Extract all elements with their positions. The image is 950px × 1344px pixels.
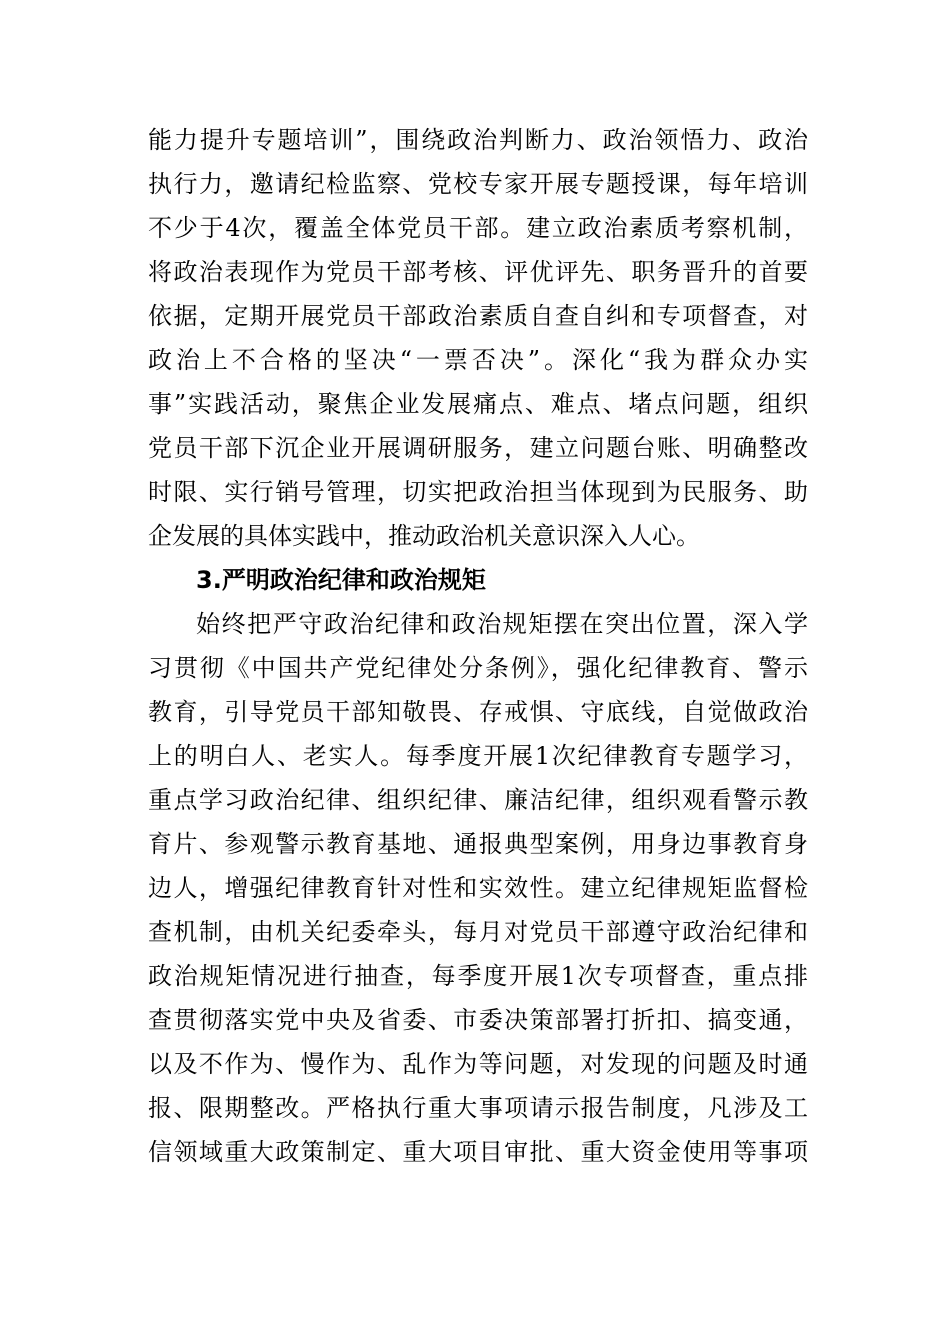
text-line: 上的明白人、老实人。每季度开展1次纪律教育专题学习， <box>148 742 808 770</box>
section-heading: 3.严明政治纪律和政治规矩 <box>196 566 486 594</box>
text-line: 边人，增强纪律教育针对性和实效性。建立纪律规矩监督检 <box>148 874 808 902</box>
text-line: 政治规矩情况进行抽查，每季度开展1次专项督查，重点排 <box>148 962 808 990</box>
text-line: 以及不作为、慢作为、乱作为等问题，对发现的问题及时通 <box>148 1050 808 1078</box>
text-line: 报、限期整改。严格执行重大事项请示报告制度，凡涉及工 <box>148 1094 808 1122</box>
paragraph-2 <box>148 602 808 1174</box>
text-line: 查贯彻落实党中央及省委、市委决策部署打折扣、搞变通， <box>148 1006 808 1034</box>
text-line: 将政治表现作为党员干部考核、评优评先、职务晋升的首要 <box>148 258 808 286</box>
document-body <box>148 118 808 1174</box>
text-line: 教育，引导党员干部知敬畏、存戒惧、守底线，自觉做政治 <box>148 698 808 726</box>
text-line: 不少于4次，覆盖全体党员干部。建立政治素质考察机制， <box>148 214 808 242</box>
text-line: 政治上不合格的坚决“一票否决”。深化“我为群众办实 <box>148 346 808 374</box>
text-line: 育片、参观警示教育基地、通报典型案例，用身边事教育身 <box>148 830 808 858</box>
text-line: 时限、实行销号管理，切实把政治担当体现到为民服务、助 <box>148 478 808 506</box>
text-line: 能力提升专题培训”，围绕政治判断力、政治领悟力、政治 <box>148 126 808 154</box>
text-line: 始终把严守政治纪律和政治规矩摆在突出位置，深入学 <box>196 610 808 638</box>
text-line: 执行力，邀请纪检监察、党校专家开展专题授课，每年培训 <box>148 170 808 198</box>
text-line: 习贯彻《中国共产党纪律处分条例》，强化纪律教育、警示 <box>148 654 808 682</box>
text-line: 重点学习政治纪律、组织纪律、廉洁纪律，组织观看警示教 <box>148 786 808 814</box>
paragraph-1 <box>148 118 808 558</box>
text-line: 党员干部下沉企业开展调研服务，建立问题台账、明确整改 <box>148 434 808 462</box>
text-line: 企发展的具体实践中，推动政治机关意识深入人心。 <box>148 522 700 550</box>
text-line: 依据，定期开展党员干部政治素质自查自纠和专项督查，对 <box>148 302 808 330</box>
text-line: 信领域重大政策制定、重大项目审批、重大资金使用等事项 <box>148 1138 808 1166</box>
text-line: 事”实践活动，聚焦企业发展痛点、难点、堵点问题，组织 <box>148 390 808 418</box>
text-line: 查机制，由机关纪委牵头，每月对党员干部遵守政治纪律和 <box>148 918 808 946</box>
